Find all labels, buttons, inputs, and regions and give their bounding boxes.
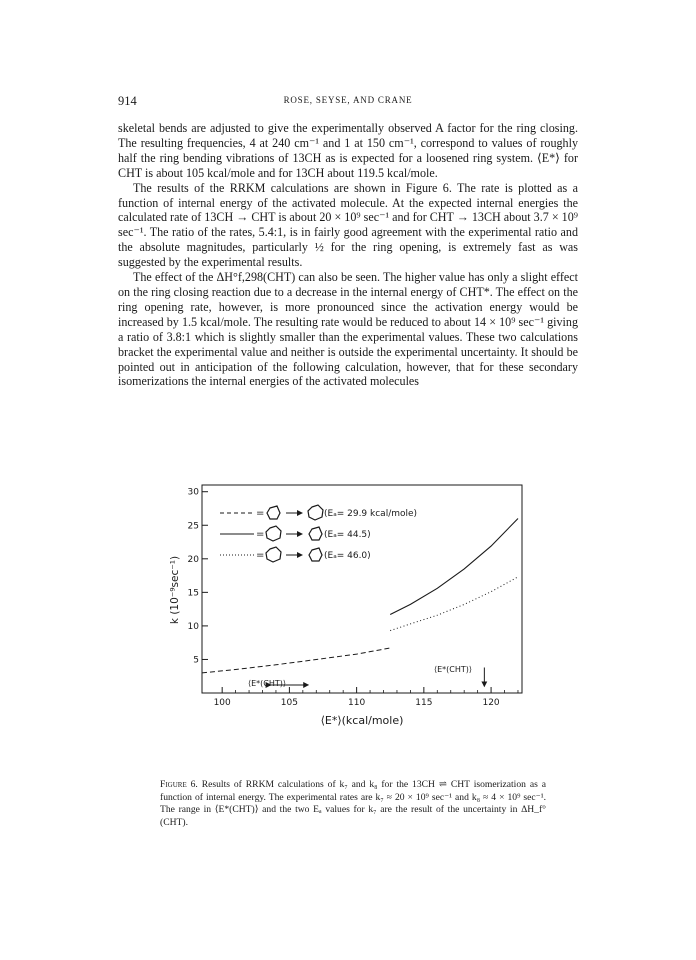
legend-equals-1: =: [256, 508, 265, 519]
bicyclic-icon: [309, 548, 322, 561]
y-tick-label: 25: [187, 521, 199, 532]
paragraph: skeletal bends are adjusted to give the experimentally observed A factor for the ring closing. The resulting frequencies, 4 at 240 cm⁻¹ and 1 at 150 cm⁻¹, correspond to values of roughly half the ring bending vibrations of 13CH as is expected for a loosened ring system. ⟨E*⟩ for CHT is about 105 kcal/mole and for 13CH about 119.5 kcal/mole.: [118, 121, 578, 180]
bicyclic-icon: [267, 506, 280, 519]
series-line-solid: [390, 519, 518, 615]
y-tick-label: 30: [187, 487, 199, 498]
x-tick-label: 100: [213, 698, 231, 708]
legend: [220, 505, 417, 562]
x-tick-label: 120: [482, 698, 500, 708]
x-tick-label: 110: [348, 698, 366, 708]
plot-series: [202, 519, 518, 673]
legend-label: (Eₐ= 46.0): [324, 551, 371, 561]
legend-label: (Eₐ= 29.9 kcal/mole): [324, 509, 418, 519]
y-tick-label: 5: [193, 655, 199, 666]
body-text: [118, 121, 578, 389]
figure-6: [160, 482, 530, 772]
cycloheptatriene-icon: [308, 505, 323, 520]
running-head: ROSE, SEYSE, AND CRANE: [283, 95, 413, 105]
page-number: 914: [118, 94, 137, 108]
series-line-dotted: [390, 577, 518, 631]
series-line-dashed: [202, 648, 390, 673]
paragraph: The results of the RRKM calculations are shown in Figure 6. The rate is plotted as a function of internal energy of the activated molecule. At the expected internal energies the calculated rate of 13CH → CHT is about 20 × 10⁹ sec⁻¹ and for CHT → 13CH about 3.7 × 10⁹ sec⁻¹. The ratio of the rates, 5.4:1, is in fairly good agreement with the experimental ratio and the absolute magnitudes, particularly ½ for the ring opening, is extremely fast as was suggested by the experimental results.: [118, 180, 578, 270]
x-axis-label: ⟨E*⟩(kcal/mole): [320, 714, 404, 727]
x-tick-label: 115: [415, 698, 433, 708]
legend-equals-3: =: [256, 550, 265, 561]
annotation-right: ⟨E*(CHT)⟩: [434, 665, 473, 674]
y-tick-label: 15: [187, 588, 199, 599]
page-header: [118, 94, 578, 110]
y-tick-label: 10: [187, 621, 199, 632]
y-axis-label: k (10⁻⁹sec⁻¹): [169, 555, 181, 625]
y-tick-label: 20: [187, 554, 199, 565]
annotation-left: ⟨E*(CHT)⟩: [248, 679, 287, 688]
caption-text: Results of RRKM calculations of k₇ and k₈ for the 13CH ⇌ CHT isomerization as a function of internal energy. The experimental rates are k₇ ≈ 20 × 10⁹ sec⁻¹ and k₈ ≈ 4 × 10⁹ sec⁻¹. The range in ⟨E*(CHT)⟩ and the two Eₐ values for k₇ are the result of the uncertainty in ΔH_f° (CHT).: [160, 779, 546, 828]
paragraph: The effect of the ΔH°f,298(CHT) can also be seen. The higher value has only a slight effect on the ring closing reaction due to a decrease in the internal energy of CHT*. The effect on the ring opening rate, however, is more pronounced since the activation energy would be increased by 1.5 kcal/mole. The resulting rate would be reduced to about 14 × 10⁹ sec⁻¹ giving a ratio of 3.8:1 which is slightly smaller than the experimental values. These two calculations bracket the experimental value and neither is outside the experimental uncertainty. It should be pointed out in anticipation of the following calculation, however, that for these secondary isomerizations the internal energies of the activated molecules: [118, 270, 578, 389]
legend-label: (Eₐ= 44.5): [324, 530, 371, 540]
caption-label: Figure 6.: [160, 779, 198, 790]
cycloheptatriene-icon: [266, 526, 281, 541]
cycloheptatriene-icon: [266, 547, 281, 562]
bicyclic-icon: [309, 527, 322, 540]
x-tick-label: 105: [280, 698, 298, 708]
legend-equals-2: =: [256, 529, 265, 540]
figure-caption: [160, 779, 546, 829]
rrkm-chart: [160, 482, 530, 772]
axis-ticks: [188, 488, 518, 708]
